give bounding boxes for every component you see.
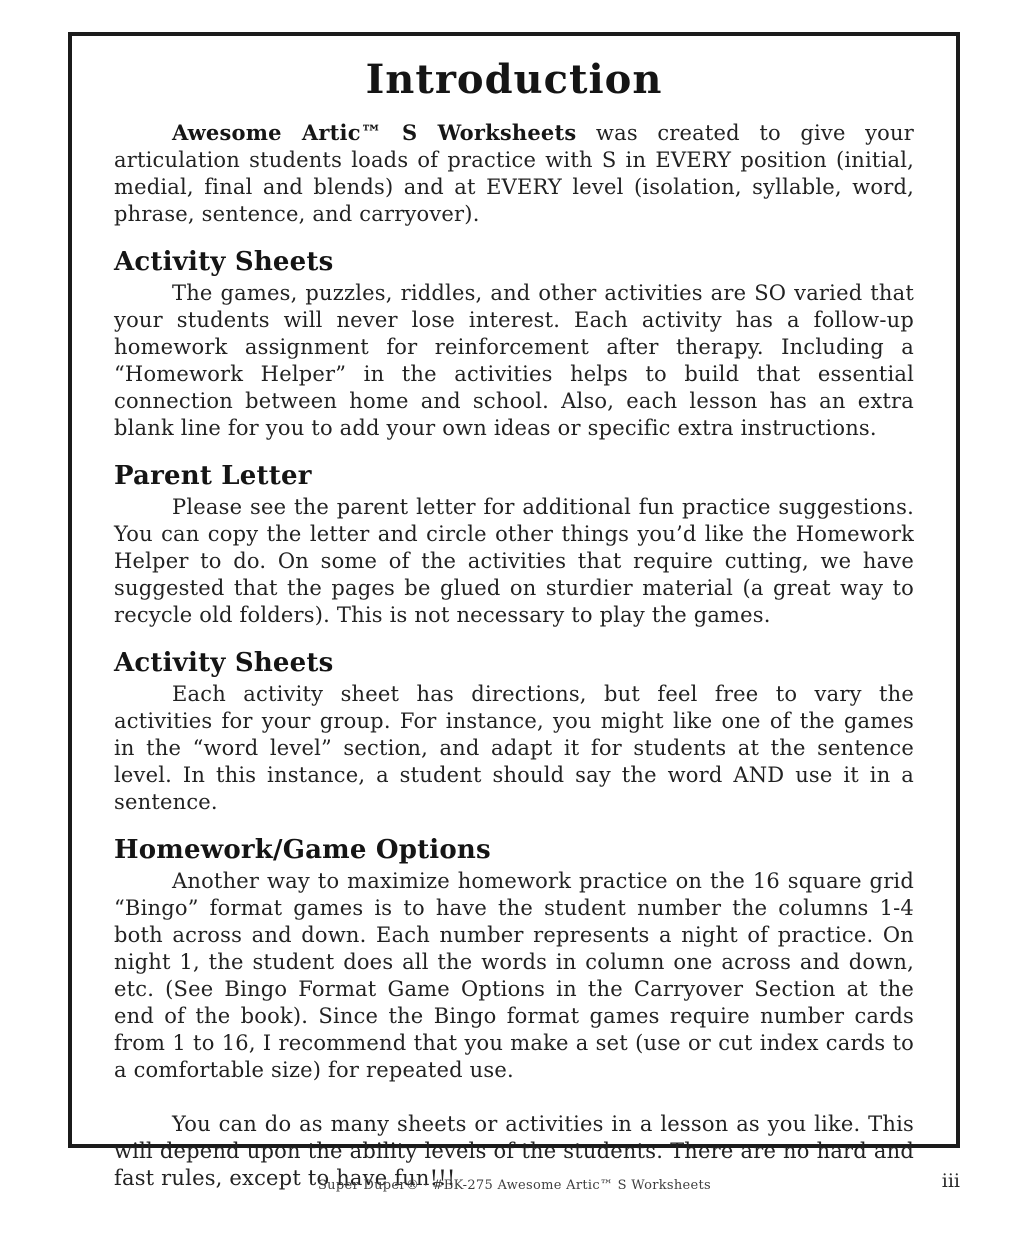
- footer-credit: Super Duper® · #BK-275 Awesome Artic™ S Worksheets: [317, 1178, 712, 1193]
- intro-text: was created to give your articulation students loads of practice with S in EVERY position (initial, medial, final and blends) and at EVERY level (isolation, syllable, word, phrase, sentence, and carryover).: [114, 121, 914, 226]
- section-paragraph-homework-game-options: Another way to maximize homework practice on the 16 square grid “Bingo” format games is to have the student number the columns 1-4 both across and down. Each number represents a night of practice. On night 1, the student does all the words in column one across and down, etc. (See Bingo Format Game Options in the Carryover Section at the end of the book). Since the Bingo format games require number cards from 1 to 16, I recommend that you make a set (use or cut index cards to a comfortable size) for repeated use.: [114, 869, 914, 1082]
- section-heading-homework-game-options: Homework/Game Options: [114, 835, 491, 865]
- intro-bold-lead: Awesome Artic™ S Worksheets: [172, 120, 577, 145]
- page-footer: [0, 1170, 1029, 1218]
- page-title: Introduction: [365, 56, 663, 103]
- section-heading-activity-sheets-2: Activity Sheets: [114, 648, 334, 678]
- section-heading-activity-sheets-1: Activity Sheets: [114, 247, 334, 277]
- page-number: iii: [941, 1170, 960, 1192]
- intro-paragraph: [114, 119, 914, 228]
- section-paragraph-activity-sheets-2: Each activity sheet has directions, but feel free to vary the activities for your group. For instance, you might like one of the games in the “word level” section, and adapt it for students at the sentence level. In this instance, a student should say the word AND use it in a sentence.: [114, 682, 914, 814]
- section-paragraph-activity-sheets-1: The games, puzzles, riddles, and other activities are SO varied that your students will never lose interest. Each activity has a follow-up homework assignment for reinforcement after therapy. Including a “Homework Helper” in the activities helps to build that essential connection between home and school. Also, each lesson has an extra blank line for you to add your own ideas or specific extra instructions.: [114, 281, 914, 440]
- closing-paragraph: You can do as many sheets or activities in a lesson as you like. This will depend upon the ability levels of the students. There are no hard and fast rules, except to have fun!!!: [114, 1112, 914, 1190]
- section-paragraph-parent-letter: Please see the parent letter for additional fun practice suggestions. You can copy the letter and circle other things you’d like the Homework Helper to do. On some of the activities that require cutting, we have suggested that the pages be glued on sturdier material (a great way to recycle old folders). This is not necessary to play the games.: [114, 495, 914, 627]
- section-heading-parent-letter: Parent Letter: [114, 461, 312, 491]
